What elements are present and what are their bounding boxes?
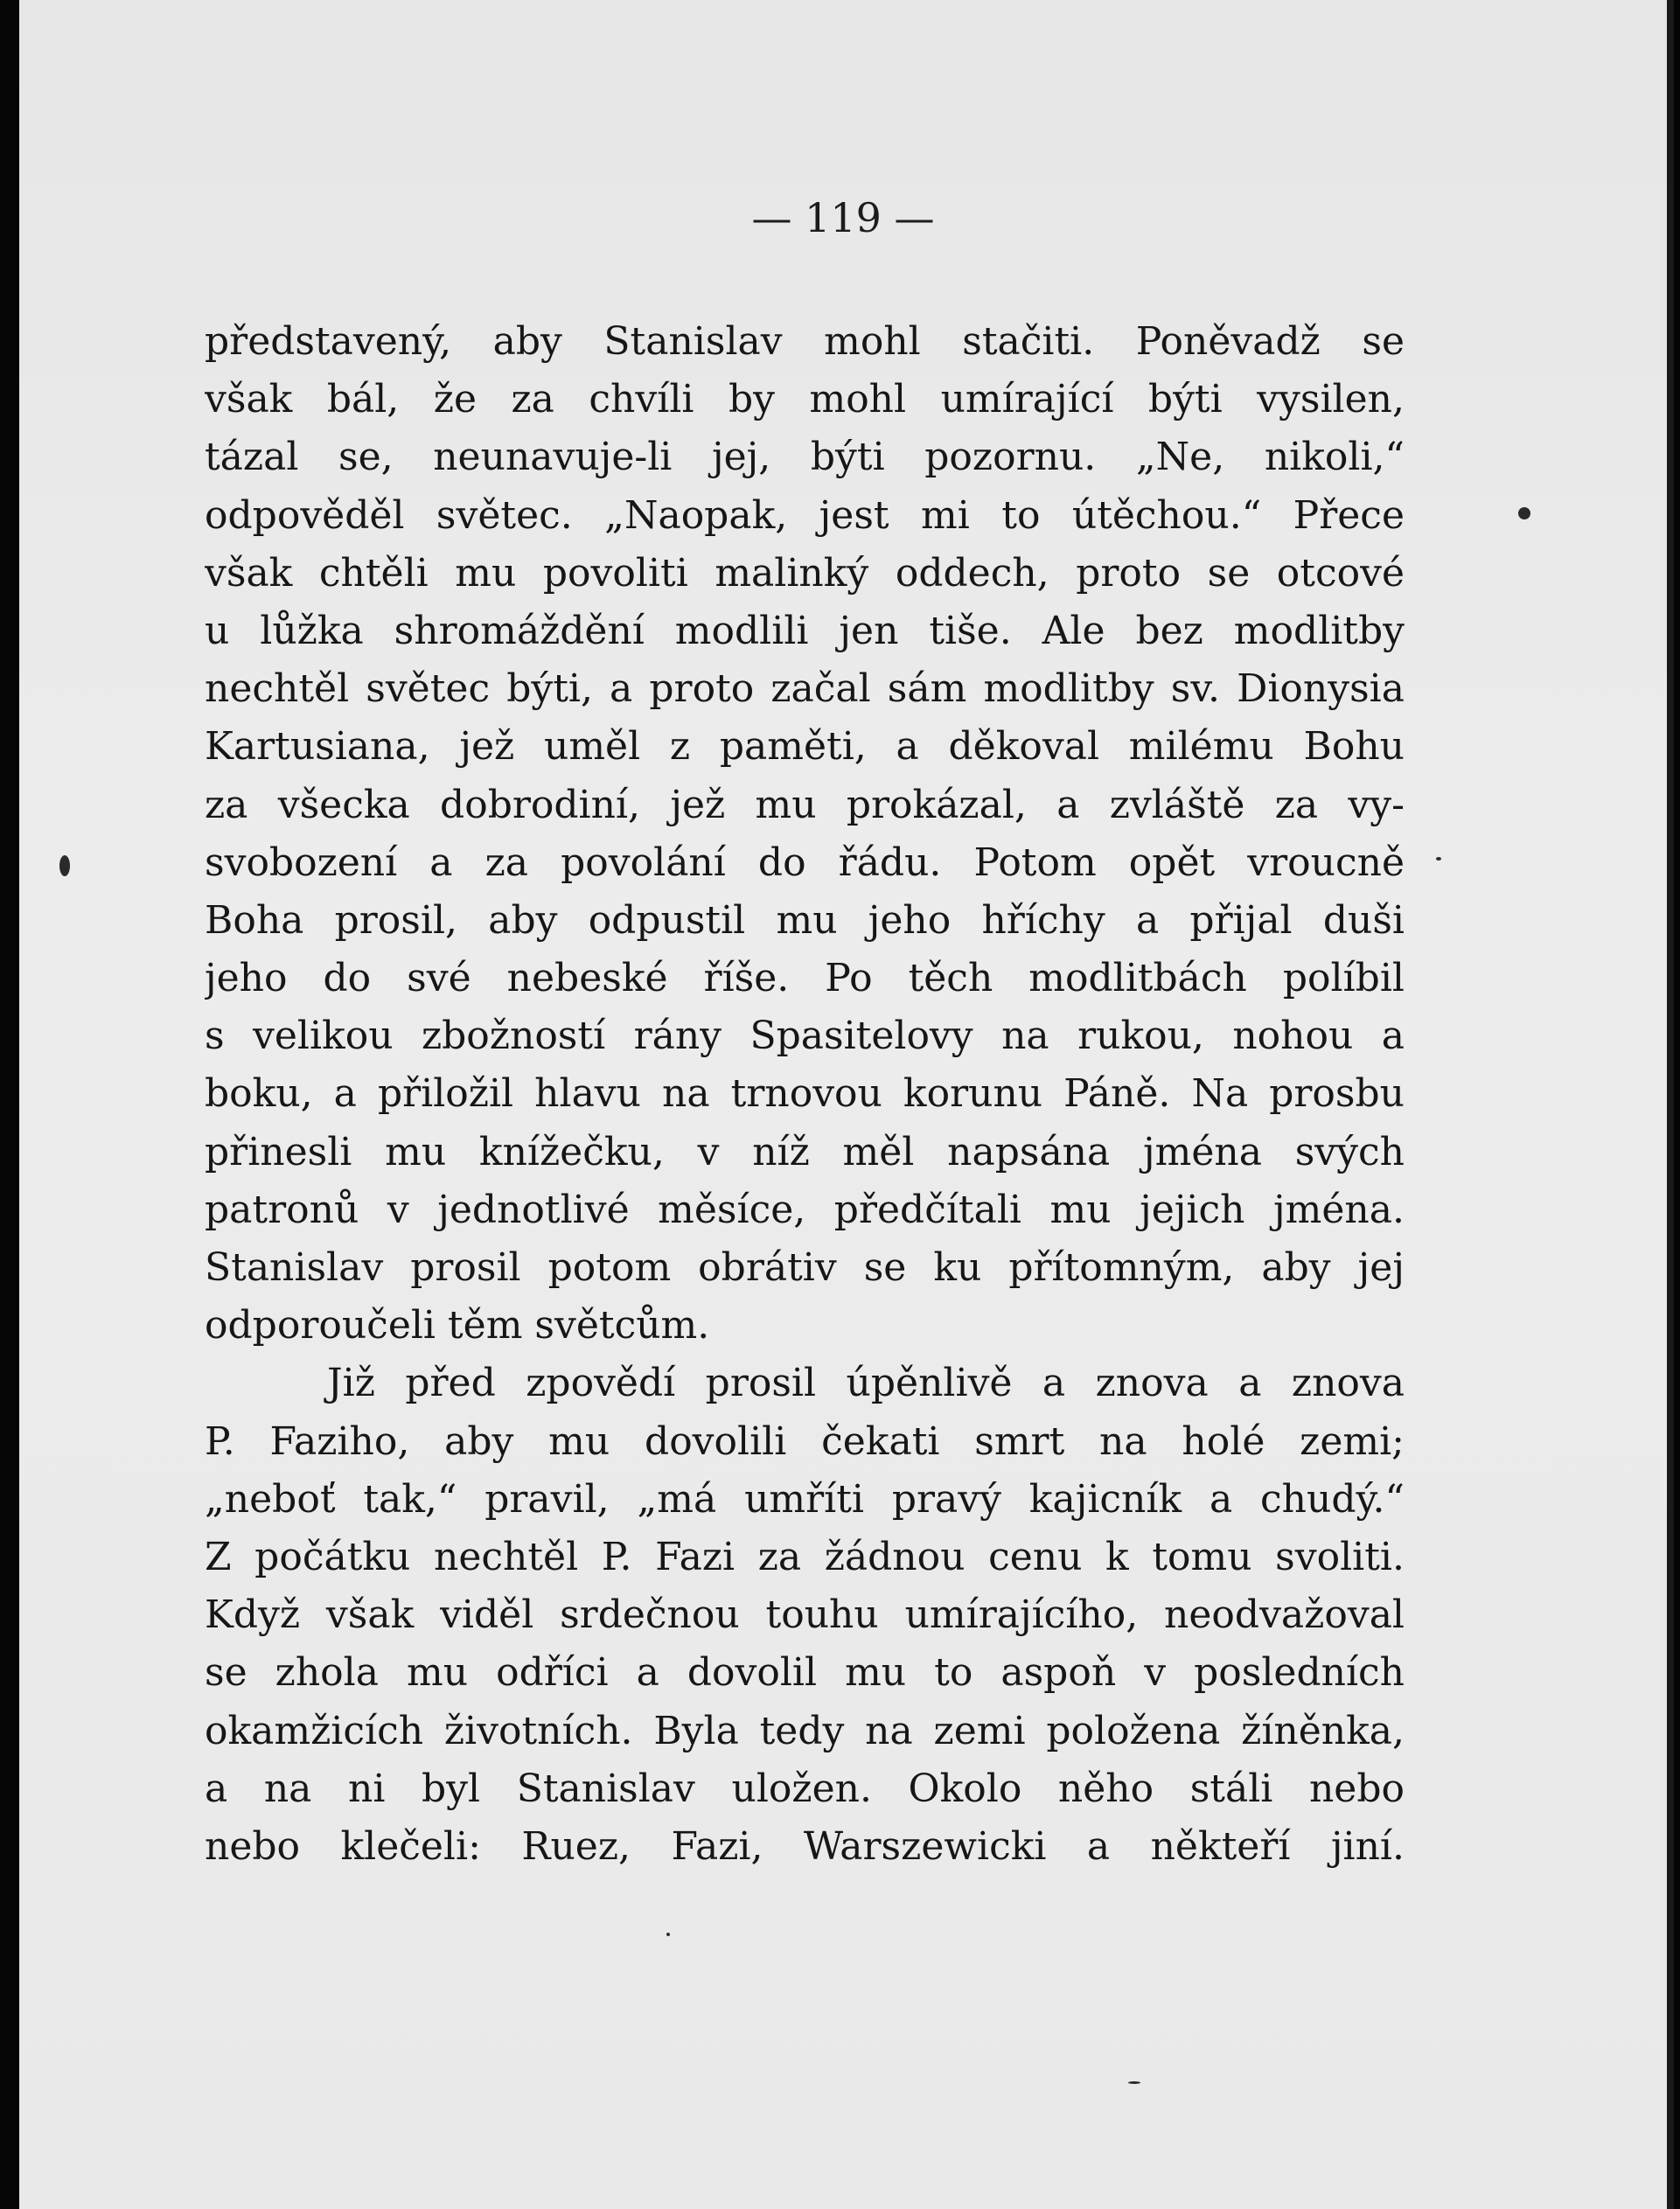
text-line: přinesli mu knížečku, v níž měl napsána jména svých — [205, 1129, 1405, 1174]
text-line: tázal se, neunavuje-li jej, býti pozornu. „Ne, nikoli,“ — [205, 435, 1405, 480]
text-line: však chtěli mu povoliti malinký oddech, proto se otcové — [205, 550, 1405, 596]
text-line: „neboť tak,“ pravil, „má umříti pravý kajicník a chudý.“ — [205, 1476, 1405, 1522]
text-line: u lůžka shromáždění modlili jen tiše. Ale bez modlitby — [205, 608, 1405, 653]
page-number: — 119 — — [751, 194, 935, 241]
text-line: jeho do své nebeské říše. Po těch modlitbách políbil — [205, 956, 1405, 1001]
text-line: se zhola mu odříci a dovolil mu to aspoň v posledních — [205, 1650, 1405, 1696]
text-line: nechtěl světec býti, a proto začal sám modlitby sv. Dionysia — [205, 666, 1405, 712]
speck — [1128, 2081, 1140, 2084]
text-line: Kartusiana, jež uměl z paměti, a děkoval milému Bohu — [205, 724, 1405, 770]
text-line: odpověděl světec. „Naopak, jest mi to útěchou.“ Přece — [205, 492, 1405, 538]
text-line: za všecka dobrodiní, jež mu prokázal, a zvláště za vy- — [205, 782, 1405, 827]
text-line: okamžicích životních. Byla tedy na zemi položena žíněnka, — [205, 1708, 1405, 1753]
paragraph-2 — [205, 1355, 1405, 1876]
text-line: Z počátku nechtěl P. Fazi za žádnou cenu k tomu svoliti. — [205, 1534, 1405, 1579]
text-line: s velikou zbožností rány Spasitelovy na rukou, nohou a — [205, 1014, 1405, 1059]
book-page — [19, 0, 1674, 2209]
text-line: představený, aby Stanislav mohl stačiti. Poněvadž se — [205, 319, 1405, 364]
text-line: a na ni byl Stanislav uložen. Okolo něho stáli nebo — [205, 1766, 1405, 1811]
text-line: svobození a za povolání do řádu. Potom opět vroucně — [205, 840, 1405, 885]
text-line: nebo klečeli: Ruez, Fazi, Warszewicki a někteří jiní. — [205, 1823, 1405, 1869]
speck — [666, 1933, 670, 1936]
text-line: patronů v jednotlivé měsíce, předčítali mu jejich jména. — [205, 1187, 1405, 1232]
text-line: Boha prosil, aby odpustil mu jeho hříchy a přijal duši — [205, 897, 1405, 943]
speck — [1436, 857, 1441, 861]
body-text — [205, 313, 1405, 1876]
speck — [59, 855, 70, 876]
speck — [1518, 507, 1530, 519]
text-line: Když však viděl srdečnou touhu umírajícího, neodvažoval — [205, 1592, 1405, 1638]
text-line: Již před zpovědí prosil úpěnlivě a znova a znova — [327, 1361, 1405, 1406]
paragraph-1 — [205, 313, 1405, 1355]
text-line: odporoučeli těm světcům. — [205, 1303, 710, 1348]
text-line: však bál, že za chvíli by mohl umírající býti vysilen, — [205, 377, 1405, 422]
text-line: P. Faziho, aby mu dovolili čekati smrt na holé zemi; — [205, 1418, 1405, 1464]
text-line: Stanislav prosil potom obrátiv se ku přítomným, aby jej — [205, 1245, 1405, 1290]
text-line: boku, a přiložil hlavu na trnovou korunu Páně. Na prosbu — [205, 1071, 1405, 1117]
